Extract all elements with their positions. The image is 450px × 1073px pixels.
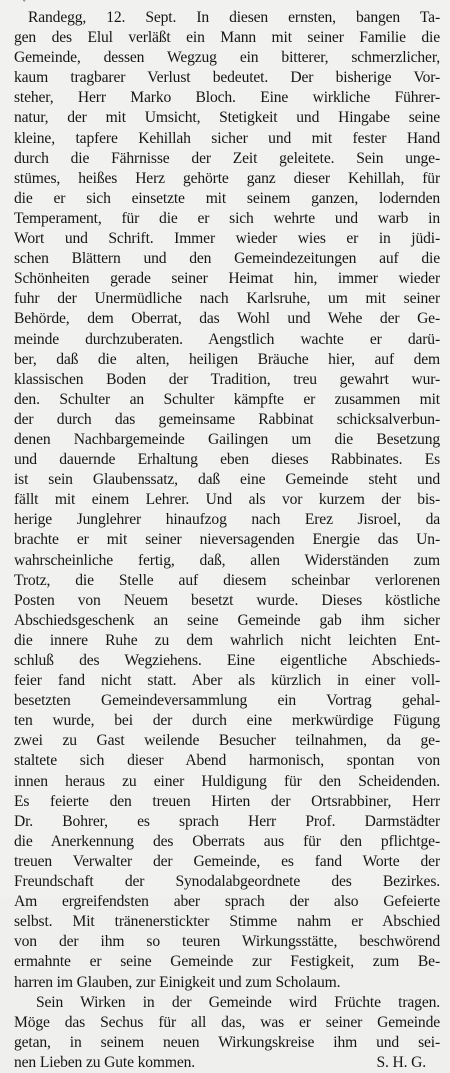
closing-row — [14, 1053, 440, 1073]
article-line: denen Nachbargemeinde Gailingen um die Besetzung — [14, 430, 440, 448]
article-line: Temperament, für die er sich wehrte und warb in — [14, 209, 440, 227]
article-line: klassischen Boden der Tradition, treu gewahrt wur- — [14, 370, 440, 388]
article-line: meinde durchzuberaten. Aengstlich wachte er darü- — [14, 330, 440, 348]
article-line: wahrscheinliche fertig, daß, allen Widerständen zum — [14, 551, 440, 569]
article-line: stümes, heißes Herz gehörte ganz dieser Kehillah, für — [14, 169, 440, 187]
article-line: den. Schulter an Schulter kämpfte er zusammen mit — [14, 390, 440, 408]
article-line: Posten von Neuem besetzt wurde. Dieses köstliche — [14, 591, 440, 609]
article-line: selbst. Mit tränenerstickter Stimme nahm er Abschied — [14, 913, 440, 931]
article-line: die Anerkennung des Oberrats aus für den pflichtge- — [14, 832, 440, 850]
article-line: fuhr der Unermüdliche nach Karlsruhe, um mit seiner — [14, 290, 440, 308]
article-line: und dauernde Erhaltung eben dieses Rabbinates. Es — [14, 451, 440, 469]
article-line: Am ergreifendsten aber sprach der also Gefeierte — [14, 893, 440, 911]
article-line: harren im Glauben, zur Einigkeit und zum Scholaum. — [14, 973, 341, 991]
article-line: kaum tragbarer Verlust bedeutet. Der bisherige Vor- — [14, 69, 440, 87]
closing-line: nen Lieben zu Gute kommen. — [14, 1053, 196, 1071]
print-mark: ˇ — [22, 0, 27, 10]
article-line: schluß des Wegziehens. Eine eigentliche Abschieds- — [14, 652, 440, 669]
article-line: Möge das Sechus für all das, was er seiner Gemeinde — [14, 1013, 440, 1031]
article-line: der durch das gemeinsame Rabbinat schicksalverbun- — [14, 410, 440, 428]
article-line: brachte er mit seiner nieversagenden Energie das Un- — [14, 531, 440, 549]
article-line: durch die Fährnisse der Zeit geleitete. Sein unge- — [14, 149, 440, 167]
article-line: Es feierte den treuen Hirten der Ortsrabbiner, Herr — [14, 792, 440, 810]
article-line: ten wurde, bei der durch eine merkwürdige Fügung — [14, 712, 440, 730]
article-line: die er sich einsetzte mit seinem ganzen, lodernden — [14, 189, 440, 207]
article-line: ist sein Glaubenssatz, daß eine Gemeinde steht und — [14, 471, 440, 489]
article-line: Gemeinde, dessen Wegzug ein bitterer, schmerzlicher, — [14, 49, 440, 67]
article-line: treuen Verwalter der Gemeinde, es fand Worte der — [14, 852, 440, 870]
article-line: steher, Herr Marko Bloch. Eine wirkliche Führer- — [14, 89, 440, 107]
article-line: Behörde, dem Oberrat, das Wohl und Wehe der Ge- — [14, 310, 440, 328]
article-line: herige Junglehrer hinaufzog nach Erez Jisroel, da — [14, 511, 440, 529]
article-line: Trotz, die Stelle auf diesem scheinbar verlorenen — [14, 571, 440, 589]
article-line: ber, daß die alten, heiligen Bräuche hier, auf dem — [14, 350, 440, 368]
article-line: getan, in seinem neuen Wirkungskreise ihm und sei- — [14, 1033, 440, 1051]
article-line: innen heraus zu einer Huldigung für den Scheidenden. — [14, 772, 440, 790]
article-body — [14, 8, 440, 1073]
article-line: Schönheiten gerade seiner Heimat hin, immer wieder — [14, 270, 440, 288]
article-line: natur, der mit Umsicht, Stetigkeit und Hingabe seine — [14, 109, 440, 127]
article-line: zwei zu Gast weilende Besucher teilnahmen, da ge- — [14, 732, 440, 750]
article-line: Freundschaft der Synodalabgeordnete des Bezirkes. — [14, 873, 440, 891]
article-line: kleine, tapfere Kehillah sicher und mit fester Hand — [14, 129, 440, 147]
article-line: die innere Ruhe zu dem wahrlich nicht leichten Ent- — [14, 631, 440, 649]
article-line: schen Blättern und den Gemeindezeitungen auf die — [14, 250, 440, 268]
article-line: besetzten Gemeindeversammlung ein Vortrag gehal- — [14, 692, 440, 710]
article-line: Wort und Schrift. Immer wieder wies er in jüdi- — [14, 230, 440, 248]
article-line: Abschiedsgeschenk an seine Gemeinde gab ihm sicher — [14, 611, 440, 629]
article-line: fällt mit einem Lehrer. Und als vor kurzem der bis- — [14, 491, 440, 509]
article-line: Randegg, 12. Sept. In diesen ernsten, bangen Ta- — [28, 9, 440, 26]
article-line: ermahnte er seine Gemeinde zur Festigkeit, zum Be- — [14, 953, 440, 971]
article-line: gen des Elul verläßt ein Mann mit seiner Familie die — [14, 29, 440, 47]
article-line: Sein Wirken in der Gemeinde wird Früchte tragen. — [36, 993, 440, 1011]
article-line: Dr. Bohrer, es sprach Herr Prof. Darmstädter — [14, 812, 440, 830]
author-signature: S. H. G. — [376, 1053, 426, 1071]
article-line: staltete sich dieser Abend harmonisch, spontan von — [14, 752, 440, 770]
article-line: feier fand nicht statt. Aber als kürzlich in einer voll- — [14, 672, 440, 690]
article-line: von der ihm so teuren Wirkungsstätte, beschwörend — [14, 933, 440, 951]
